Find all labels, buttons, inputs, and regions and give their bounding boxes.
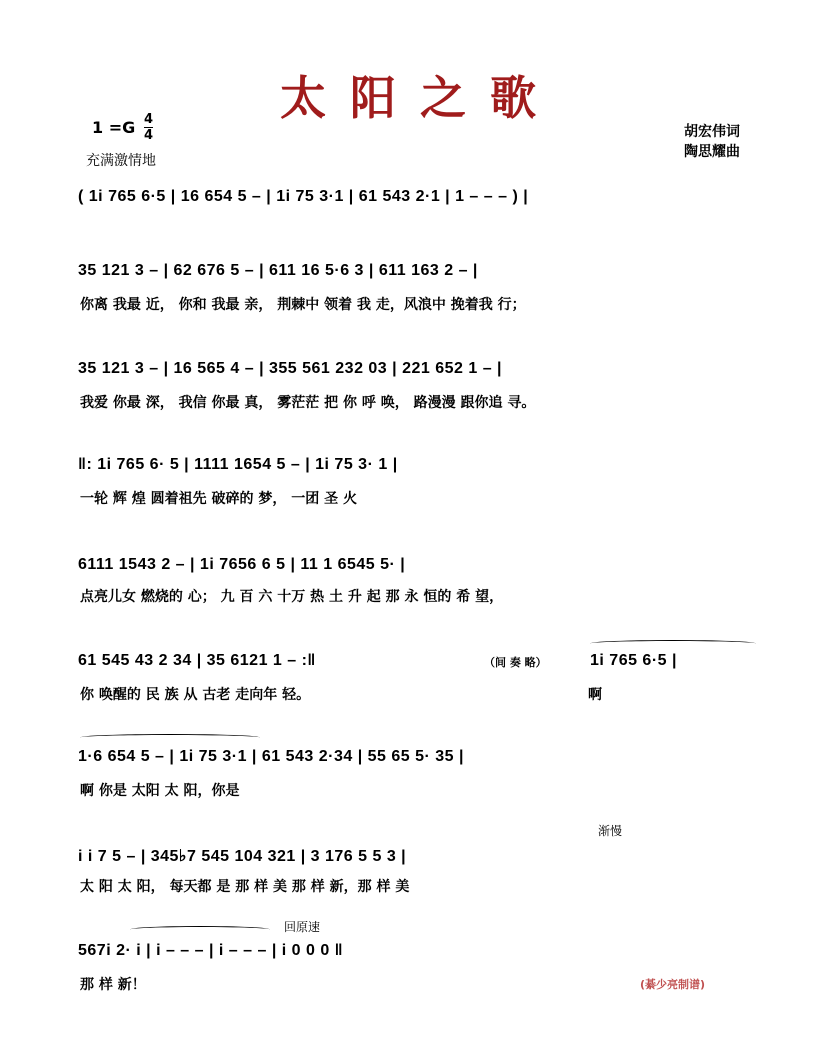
notation-row: 6111 1543 2 – | 1i 7656 6 5 | 11 1 6545 5· | [78,556,406,573]
notation-row: 61 545 43 2 34 | 35 6121 1 – :‖ [78,652,316,669]
time-signature-top: 4 [144,112,154,127]
a-tempo-mark: 回原速 [284,920,321,934]
notation-row: i i 7 5 – | 345♭7 545 104 321 | 3 176 5 5 3 | [78,848,407,865]
notation-row: ‖: 1i 765 6· 5 | 1111 1654 5 – | 1i 75 3· 1 | [78,456,398,473]
notation-row: 35 121 3 – | 62 676 5 – | 611 16 5·6 3 | 611 163 2 – | [78,262,478,279]
lyric-row: 我爱 你最 深， 我信 你最 真， 雾茫茫 把 你 呼 唤， 路漫漫 跟你追 寻。 [80,395,536,411]
key-signature: 1 =G [92,118,136,137]
credits [684,122,740,162]
lyric-row: 你离 我最 近， 你和 我最 亲， 荆棘中 领着 我 走，风浪中 挽着我 行； [80,297,526,313]
notation-row: ( 1i 765 6·5 | 16 654 5 – | 1i 75 3·1 | 61 543 2·1 | 1 – – – ) | [78,188,529,205]
interlude-label: （间 奏 略） [484,656,547,669]
lyric-row: 啊 你是 太阳 太 阳，你是 [80,783,240,799]
footer-credit: (綦少亮制谱) [640,978,706,991]
composer: 陶思耀曲 [684,144,740,160]
lyricist: 胡宏伟词 [684,124,740,140]
time-signature-bottom: 4 [144,128,154,143]
notation-row: 35 121 3 – | 16 565 4 – | 355 561 232 03 | 221 652 1 – | [78,360,503,377]
notation-row: 567i 2· i | i – – – | i – – – | i 0 0 0 ‖ [78,942,344,959]
tempo-mark: 充满激情地 [86,153,156,169]
slur [130,926,270,933]
slur [80,734,260,741]
lyric-row: 点亮儿女 燃烧的 心； 九 百 六 十万 热 土 升 起 那 永 恒的 希 望， [80,589,504,605]
song-title: 太阳之歌 [280,71,560,125]
lyric-row: 那 样 新！ [80,977,146,993]
interlude-lyric: 啊 [588,687,602,703]
time-signature [144,112,153,143]
lyric-row: 你 唤醒的 民 族 从 古老 走向年 轻。 [80,687,311,703]
lyric-row: 一轮 辉 煌 圆着祖先 破碎的 梦， 一团 圣 火 [80,491,357,507]
ritardando-mark: 渐慢 [598,824,623,838]
slur [590,640,756,647]
notation-row: 1i 765 6·5 | [590,652,677,669]
notation-row: 1·6 654 5 – | 1i 75 3·1 | 61 543 2·34 | 55 65 5· 35 | [78,748,464,765]
lyric-row: 太 阳 太 阳， 每天都 是 那 样 美 那 样 新，那 样 美 [80,879,410,895]
